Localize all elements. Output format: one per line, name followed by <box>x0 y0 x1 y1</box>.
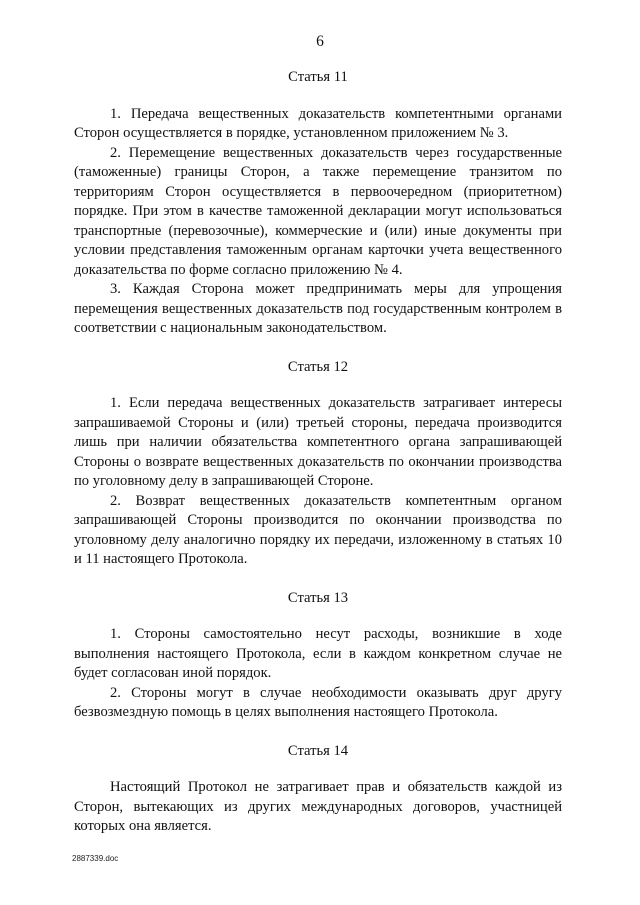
article-11 <box>74 68 562 339</box>
paragraph: 1. Если передача вещественных доказательств затрагивает интересы запрашиваемой Стороны и (или) третьей стороны, передача производится лишь при наличии обязательства компетентного органа запрашивающей Стороны о возврате вещественных доказательств по окончании производства по уголовному делу в запрашивающей Стороне. <box>74 395 562 489</box>
article-heading: Статья 14 <box>287 742 349 759</box>
article-heading: Статья 11 <box>288 69 348 85</box>
paragraph: 3. Каждая Сторона может предпринимать меры для упрощения перемещения вещественных доказательств под государственным контролем в соответствии с национальным законодательством. <box>74 281 562 336</box>
article-13 <box>74 589 562 723</box>
article-heading: Статья 12 <box>287 358 349 375</box>
article-14 <box>74 742 562 837</box>
paragraph: 2. Стороны могут в случае необходимости оказывать друг другу безвозмездную помощь в целях выполнения настоящего Протокола. <box>74 684 562 720</box>
paragraph: 1. Стороны самостоятельно несут расходы, возникшие в ходе выполнения настоящего Протокола, если в каждом конкретном случае не будет согласован иной порядок. <box>74 626 562 681</box>
page-number: 6 <box>316 33 324 50</box>
article-heading: Статья 13 <box>287 589 349 606</box>
paragraph: Настоящий Протокол не затрагивает прав и обязательств каждой из Сторон, вытекающих из других международных договоров, участницей которых она является. <box>74 779 562 834</box>
paragraph: 2. Перемещение вещественных доказательств через государственные (таможенные) границы Сторон, а также перемещение транзитом по территориям Сторон осуществляется в первоочередном (приоритетном) порядке. При этом в качестве таможенной декларации могут использоваться транспортные (перевозочные), коммерческие и (или) иные документы при условии представления таможенным органам карточки учета вещественного доказательства по форме согласно приложению № 4. <box>74 144 562 278</box>
paragraph: 1. Передача вещественных доказательств компетентными органами Сторон осуществляется в порядке, установленном приложением № 3. <box>74 105 562 141</box>
footer-file-name: 2887339.doc <box>72 854 119 863</box>
article-12 <box>74 358 562 570</box>
document-body <box>74 68 562 837</box>
paragraph: 2. Возврат вещественных доказательств компетентным органом запрашивающей Стороны производится по окончании производства по уголовному делу аналогично порядку их передачи, изложенному в статьях 10 и 11 настоящего Протокола. <box>74 492 562 567</box>
